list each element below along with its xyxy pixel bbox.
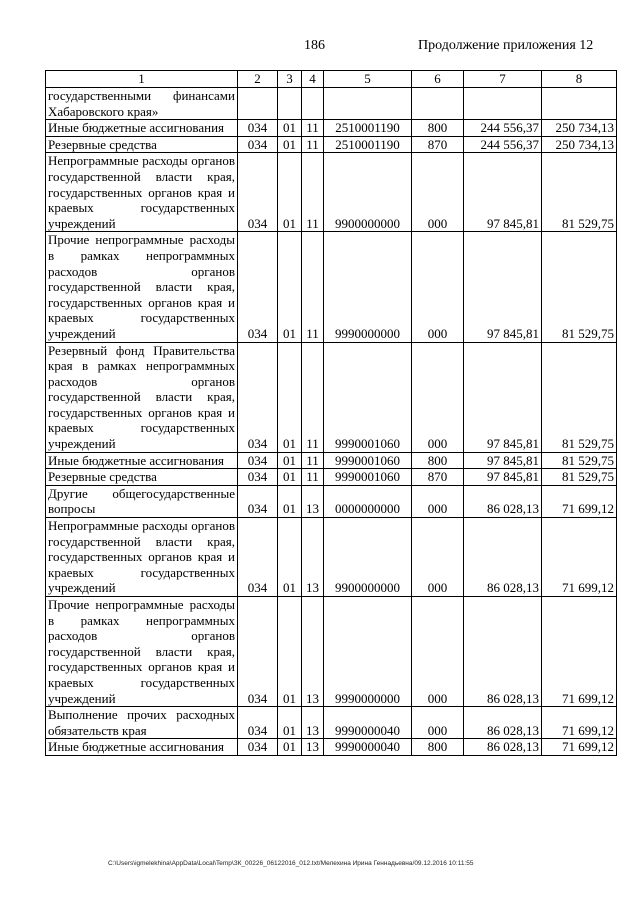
row-value-cell: 000 — [412, 518, 464, 597]
row-value-cell: 800 — [412, 452, 464, 469]
table-body — [46, 88, 617, 756]
row-value-cell: 11 — [302, 136, 324, 153]
row-value-cell — [542, 88, 617, 120]
row-value-cell: 034 — [238, 518, 278, 597]
appendix-continuation-title: Продолжение приложения 12 — [418, 38, 594, 53]
row-value-cell: 97 845,81 — [464, 153, 542, 232]
row-value-cell: 870 — [412, 469, 464, 486]
row-value-cell — [238, 88, 278, 120]
row-value-cell: 800 — [412, 739, 464, 756]
row-value-cell: 71 699,12 — [542, 485, 617, 517]
row-value-cell: 9990000040 — [324, 707, 412, 739]
row-value-cell: 13 — [302, 485, 324, 517]
budget-table — [45, 70, 617, 756]
row-value-cell: 81 529,75 — [542, 452, 617, 469]
row-value-cell: 97 845,81 — [464, 469, 542, 486]
row-value-cell: 244 556,37 — [464, 120, 542, 137]
table-row — [46, 597, 617, 707]
row-value-cell — [412, 88, 464, 120]
row-name-cell: Резервный фонд Правительства края в рамках непрограммных расходов органов государственной власти края, государственных органов края и краевых государственных учреждений — [46, 342, 238, 452]
column-header: 5 — [324, 71, 412, 88]
row-value-cell: 034 — [238, 707, 278, 739]
row-value-cell: 000 — [412, 232, 464, 342]
row-value-cell: 81 529,75 — [542, 342, 617, 452]
row-value-cell: 01 — [278, 232, 302, 342]
row-value-cell: 71 699,12 — [542, 739, 617, 756]
row-value-cell: 11 — [302, 120, 324, 137]
row-value-cell: 71 699,12 — [542, 597, 617, 707]
row-value-cell: 11 — [302, 232, 324, 342]
row-name-cell: Выполнение прочих расходных обязательств края — [46, 707, 238, 739]
row-value-cell: 250 734,13 — [542, 136, 617, 153]
column-header: 3 — [278, 71, 302, 88]
row-value-cell: 9990000000 — [324, 597, 412, 707]
row-value-cell: 034 — [238, 232, 278, 342]
row-value-cell — [324, 88, 412, 120]
row-value-cell: 01 — [278, 469, 302, 486]
row-value-cell: 86 028,13 — [464, 597, 542, 707]
row-value-cell: 01 — [278, 485, 302, 517]
row-value-cell: 9900000000 — [324, 153, 412, 232]
row-value-cell: 71 699,12 — [542, 518, 617, 597]
row-value-cell: 034 — [238, 485, 278, 517]
row-value-cell: 11 — [302, 342, 324, 452]
row-value-cell: 86 028,13 — [464, 485, 542, 517]
table-row — [46, 232, 617, 342]
row-value-cell: 2510001190 — [324, 136, 412, 153]
row-value-cell: 9990000000 — [324, 232, 412, 342]
row-name-cell: Иные бюджетные ассигнования — [46, 120, 238, 137]
row-name-cell: Непрограммные расходы органов государственной власти края, государственных органов края и краевых государственных учреждений — [46, 153, 238, 232]
row-value-cell — [302, 88, 324, 120]
page-number: 186 — [304, 38, 325, 53]
row-value-cell: 000 — [412, 707, 464, 739]
column-header: 1 — [46, 71, 238, 88]
row-value-cell: 01 — [278, 153, 302, 232]
row-value-cell: 034 — [238, 342, 278, 452]
row-value-cell — [278, 88, 302, 120]
row-value-cell: 800 — [412, 120, 464, 137]
table-header-row — [46, 71, 617, 88]
row-value-cell: 01 — [278, 518, 302, 597]
row-value-cell: 000 — [412, 597, 464, 707]
table-row — [46, 88, 617, 120]
row-value-cell: 71 699,12 — [542, 707, 617, 739]
footer-file-path: C:\Users\igmelekhina\AppData\Local\Temp\ЗК_00226_06122016_012.txt/Мелехина Ирина Геннадьевна/09.12.2016 10:11:55 — [108, 860, 474, 867]
row-name-cell: Резервные средства — [46, 136, 238, 153]
row-value-cell: 250 734,13 — [542, 120, 617, 137]
row-name-cell: Иные бюджетные ассигнования — [46, 452, 238, 469]
row-value-cell: 86 028,13 — [464, 739, 542, 756]
table-row — [46, 707, 617, 739]
row-value-cell: 000 — [412, 342, 464, 452]
table-row — [46, 136, 617, 153]
row-value-cell: 97 845,81 — [464, 232, 542, 342]
row-value-cell: 13 — [302, 739, 324, 756]
row-value-cell: 034 — [238, 120, 278, 137]
row-value-cell — [464, 88, 542, 120]
column-header: 7 — [464, 71, 542, 88]
row-value-cell: 97 845,81 — [464, 342, 542, 452]
row-value-cell: 9990000040 — [324, 739, 412, 756]
row-value-cell: 034 — [238, 597, 278, 707]
row-value-cell: 86 028,13 — [464, 707, 542, 739]
row-name-cell: Резервные средства — [46, 469, 238, 486]
row-value-cell: 870 — [412, 136, 464, 153]
row-value-cell: 9900000000 — [324, 518, 412, 597]
row-value-cell: 11 — [302, 153, 324, 232]
row-value-cell: 9990001060 — [324, 469, 412, 486]
row-value-cell: 034 — [238, 153, 278, 232]
row-value-cell: 9990001060 — [324, 452, 412, 469]
column-header: 6 — [412, 71, 464, 88]
row-value-cell: 2510001190 — [324, 120, 412, 137]
table-row — [46, 469, 617, 486]
row-value-cell: 000 — [412, 153, 464, 232]
row-value-cell: 13 — [302, 597, 324, 707]
column-header: 4 — [302, 71, 324, 88]
row-value-cell: 01 — [278, 597, 302, 707]
row-value-cell: 01 — [278, 342, 302, 452]
row-value-cell: 0000000000 — [324, 485, 412, 517]
table-row — [46, 485, 617, 517]
row-value-cell: 01 — [278, 707, 302, 739]
table-row — [46, 153, 617, 232]
row-value-cell: 01 — [278, 452, 302, 469]
row-value-cell: 86 028,13 — [464, 518, 542, 597]
row-value-cell: 034 — [238, 136, 278, 153]
column-header: 8 — [542, 71, 617, 88]
row-value-cell: 034 — [238, 739, 278, 756]
row-name-cell: Непрограммные расходы органов государственной власти края, государственных органов края и краевых государственных учреждений — [46, 518, 238, 597]
row-value-cell: 11 — [302, 469, 324, 486]
row-value-cell: 81 529,75 — [542, 469, 617, 486]
table-row — [46, 120, 617, 137]
row-name-cell: государственными финансами Хабаровского края» — [46, 88, 238, 120]
row-name-cell: Другие общегосударственные вопросы — [46, 485, 238, 517]
table-row — [46, 452, 617, 469]
row-value-cell: 034 — [238, 469, 278, 486]
row-value-cell: 11 — [302, 452, 324, 469]
row-value-cell: 81 529,75 — [542, 153, 617, 232]
row-value-cell: 13 — [302, 707, 324, 739]
row-value-cell: 01 — [278, 739, 302, 756]
column-header: 2 — [238, 71, 278, 88]
row-name-cell: Прочие непрограммные расходы в рамках непрограммных расходов органов государственной власти края, государственных органов края и краевых государственных учреждений — [46, 232, 238, 342]
row-value-cell: 9990001060 — [324, 342, 412, 452]
row-value-cell: 244 556,37 — [464, 136, 542, 153]
row-value-cell: 01 — [278, 136, 302, 153]
row-value-cell: 000 — [412, 485, 464, 517]
row-value-cell: 13 — [302, 518, 324, 597]
row-name-cell: Иные бюджетные ассигнования — [46, 739, 238, 756]
row-name-cell: Прочие непрограммные расходы в рамках непрограммных расходов органов государственной власти края, государственных органов края и краевых государственных учреждений — [46, 597, 238, 707]
row-value-cell: 97 845,81 — [464, 452, 542, 469]
table-row — [46, 342, 617, 452]
row-value-cell: 034 — [238, 452, 278, 469]
row-value-cell: 01 — [278, 120, 302, 137]
table-row — [46, 518, 617, 597]
row-value-cell: 81 529,75 — [542, 232, 617, 342]
table-row — [46, 739, 617, 756]
